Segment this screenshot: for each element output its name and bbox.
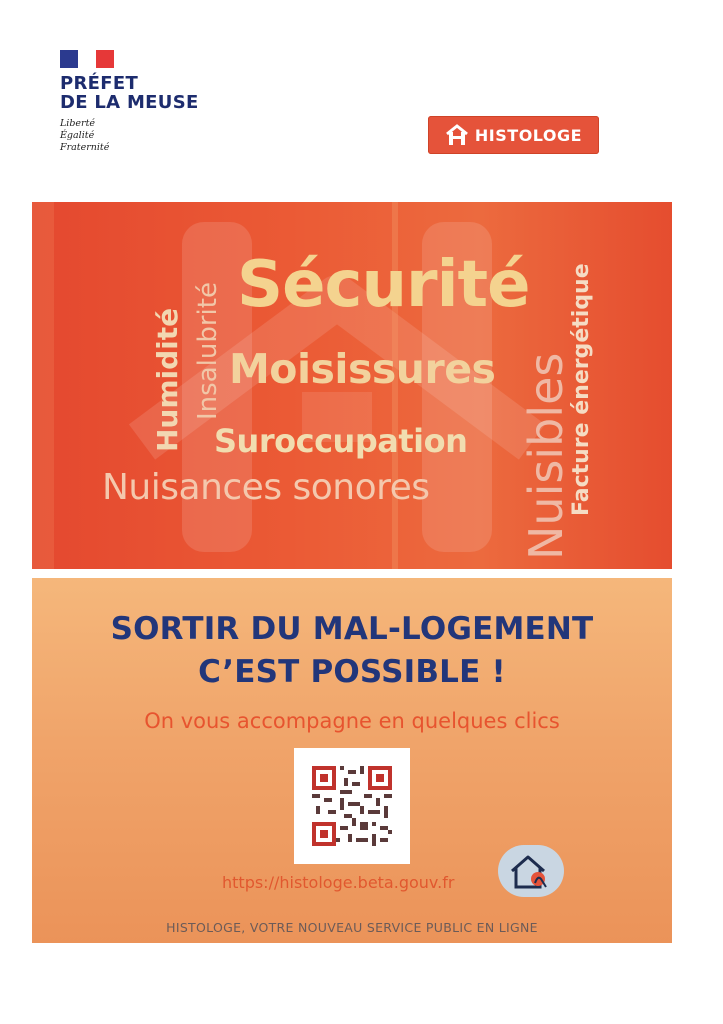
headline-line-1: SORTIR DU MAL-LOGEMENT [110,611,594,647]
badge-label: HISTOLOGE [474,125,583,145]
histologe-link[interactable]: https://histologe.beta.gouv.fr [222,873,455,892]
word-facture-energetique: Facture énergétique [569,263,594,516]
house-touch-icon [498,845,564,897]
prefet-title [60,74,240,112]
marianne-flag-icon [60,50,114,68]
word-humidite: Humidité [151,307,184,452]
word-nuisibles: Nuisibles [519,352,573,560]
qr-code[interactable] [294,748,410,864]
word-suroccupation: Suroccupation [214,422,468,460]
histologe-house-icon [445,124,469,146]
cta-panel [32,578,672,943]
prefet-block [60,50,240,154]
republic-motto [60,118,240,154]
tagline: HISTOLOGE, VOTRE NOUVEAU SERVICE PUBLIC EN LIGNE [166,920,538,935]
histologe-badge [428,116,599,154]
word-nuisances-sonores: Nuisances sonores [102,467,430,508]
motto-fraternite: Fraternité [60,142,110,153]
qr-code-icon [312,766,392,846]
motto-egalite: Égalité [60,130,95,141]
headline-line-2: C’EST POSSIBLE ! [198,654,506,690]
motto-liberte: Liberté [60,118,96,129]
word-securite: Sécurité [237,248,530,322]
word-moisissures: Moisissures [229,345,496,393]
wordcloud-panel [32,202,672,569]
subtitle: On vous accompagne en quelques clics [144,709,560,733]
prefet-line-1: PRÉFET [60,73,139,94]
word-insalubrite: Insalubrité [193,282,223,420]
prefet-line-2: DE LA MEUSE [60,92,199,113]
